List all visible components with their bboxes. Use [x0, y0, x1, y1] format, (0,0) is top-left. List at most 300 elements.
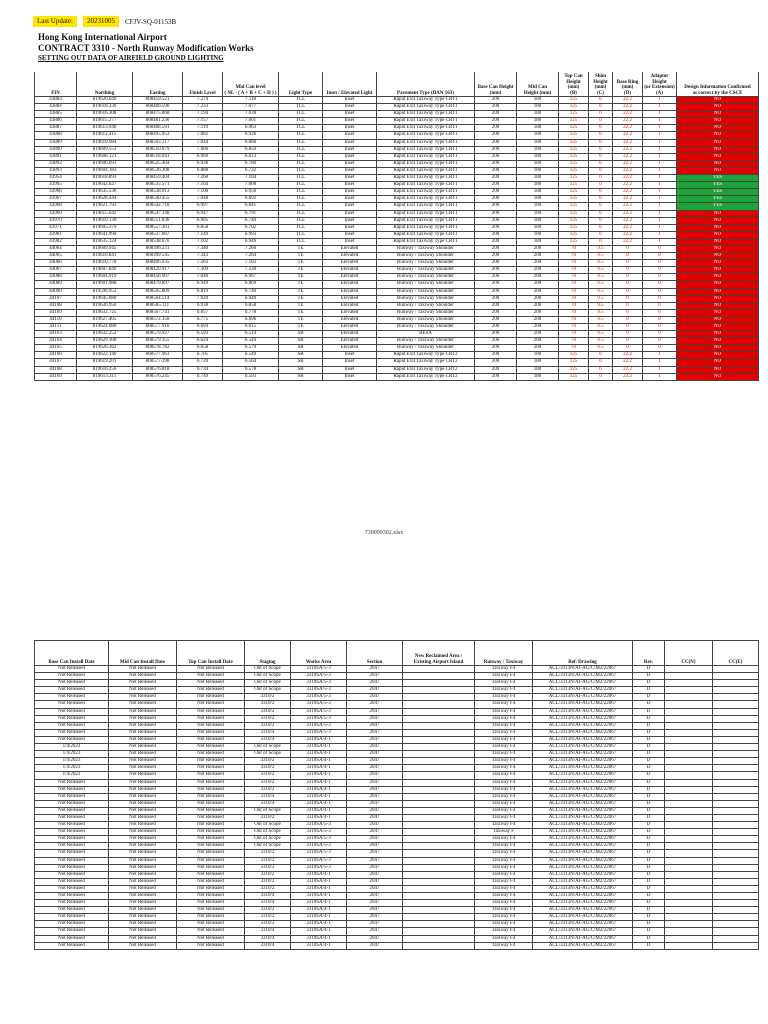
installation-cell	[665, 673, 713, 680]
setting-out-cell: 180	[517, 97, 559, 104]
installation-cell: D	[633, 829, 665, 836]
installation-cell: D	[633, 914, 665, 921]
setting-out-cell: Inset	[323, 104, 377, 111]
setting-out-cell: 6	[589, 373, 613, 380]
setting-out-cell: Rapid Exit Taxiway Type CRT1	[377, 231, 475, 238]
setting-out-cell: Runway / Taxiway Shoulder	[377, 295, 475, 302]
setting-out-cell: 0	[643, 295, 677, 302]
title-setting-out: SETTING OUT DATA OF AIRFIELD GROUND LIGHTING	[38, 54, 224, 62]
installation-col-header: CC(N)	[665, 641, 713, 666]
setting-out-cell: TCL	[279, 139, 323, 146]
setting-out-cell: Inset	[323, 118, 377, 125]
installation-cell: 3310SA/5-3	[291, 836, 347, 843]
setting-out-cell: NO	[677, 359, 759, 366]
setting-out-cell: 44164	[35, 338, 77, 345]
setting-out-cell: 125	[559, 359, 589, 366]
setting-out-row	[35, 167, 759, 174]
setting-out-cell: 6.740	[223, 288, 279, 295]
installation-cell: Not Released	[35, 807, 109, 814]
installation-cell: Taxiway F	[475, 829, 533, 836]
installation-cell	[713, 878, 759, 885]
setting-out-cell: NO	[677, 245, 759, 252]
installation-cell	[665, 736, 713, 743]
setting-out-cell: 6.624	[183, 338, 223, 345]
setting-out-cell: Inset	[323, 366, 377, 373]
setting-out-cell: Rapid Exit Taxiway Type CRT2	[377, 359, 475, 366]
installation-cell: Taxiway F4	[475, 701, 533, 708]
setting-out-cell: 819612.415	[77, 132, 133, 139]
setting-out-row	[35, 238, 759, 245]
installation-cell: 3310/2	[245, 914, 291, 921]
installation-cell: Not Released	[35, 708, 109, 715]
installation-row	[35, 885, 759, 892]
setting-out-cell: 9.5	[589, 260, 613, 267]
setting-out-cell: Runway / Taxiway Shoulder	[377, 267, 475, 274]
installation-cell: Not Released	[35, 857, 109, 864]
installation-cell	[713, 907, 759, 914]
installation-cell: ACL/3313N/AI-AG/C/M2/22067	[533, 687, 633, 694]
installation-cell: Not Released	[177, 729, 245, 736]
setting-out-cell: 808429.917	[133, 267, 183, 274]
setting-out-cell: 200	[475, 189, 517, 196]
installation-cell: Taxiway F4	[475, 715, 533, 722]
setting-out-cell: 200	[475, 324, 517, 331]
setting-out-cell: Runway / Taxiway Shoulder	[377, 338, 475, 345]
installation-cell	[403, 907, 475, 914]
installation-cell: 3310/2	[245, 772, 291, 779]
installation-cell: Taxiway F4	[475, 673, 533, 680]
installation-cell: Not Released	[109, 786, 177, 793]
installation-cell: Taxiway F4	[475, 900, 533, 907]
setting-out-cell: TCL	[279, 125, 323, 132]
installation-cell	[665, 942, 713, 949]
installation-cell: 3310/2	[245, 814, 291, 821]
setting-out-cell: 819616.308	[77, 111, 133, 118]
setting-out-cell: 44088	[35, 274, 77, 281]
installation-cell	[665, 814, 713, 821]
installation-cell	[713, 814, 759, 821]
installation-cell	[403, 928, 475, 935]
installation-cell: 3310/4	[245, 900, 291, 907]
installation-cell: ACL/3313N/AI-AG/C/M2/22067	[533, 751, 633, 758]
installation-cell	[665, 836, 713, 843]
setting-out-cell: 200	[517, 331, 559, 338]
setting-out-cell: Elevated	[323, 288, 377, 295]
setting-out-cell: 200	[475, 352, 517, 359]
installation-cell: Out of Scope	[245, 666, 291, 673]
setting-out-cell: 125	[559, 111, 589, 118]
installation-cell	[403, 871, 475, 878]
setting-out-row	[35, 245, 759, 252]
setting-out-cell: NO	[677, 160, 759, 167]
setting-out-cell: 6.579	[223, 345, 279, 352]
setting-out-cell: 44167	[35, 359, 77, 366]
setting-out-cell: Rapid Exit Taxiway Type CRT1	[377, 224, 475, 231]
setting-out-cell: Inset	[323, 182, 377, 189]
installation-cell: Not Released	[177, 694, 245, 701]
setting-out-cell: 808576.818	[133, 366, 183, 373]
installation-cell: 3310/2	[245, 864, 291, 871]
installation-cell: ACL/3313N/AI-AG/C/M2/22067	[533, 680, 633, 687]
installation-cell: Not Released	[177, 715, 245, 722]
setting-out-cell: 1	[643, 224, 677, 231]
installation-cell: D	[633, 701, 665, 708]
setting-out-cell: 125	[559, 224, 589, 231]
installation-row	[35, 843, 759, 850]
installation-row	[35, 729, 759, 736]
setting-out-cell: 6.938	[183, 302, 223, 309]
setting-out-cell: NO	[677, 281, 759, 288]
installation-cell	[403, 850, 475, 857]
installation-cell	[403, 694, 475, 701]
installation-cell: 3310/2	[245, 779, 291, 786]
installation-cell: 2047	[347, 822, 403, 829]
installation-cell: Not Released	[35, 900, 109, 907]
setting-out-table	[34, 72, 759, 381]
setting-out-cell: Rapid Exit Taxiway Type CRT1	[377, 97, 475, 104]
setting-out-cell: 200	[517, 309, 559, 316]
installation-col-header: Runway / Taxiway	[475, 641, 533, 666]
setting-out-cell: 1	[643, 366, 677, 373]
installation-cell	[403, 786, 475, 793]
setting-out-cell: 70	[559, 302, 589, 309]
setting-out-cell: Rapid Exit Taxiway Type CRT2	[377, 373, 475, 380]
installation-cell: Not Released	[109, 814, 177, 821]
installation-cell: Not Released	[35, 736, 109, 743]
installation-cell: ACL/3313N/AI-AG/C/M2/22067	[533, 772, 633, 779]
installation-row	[35, 722, 759, 729]
installation-cell	[665, 878, 713, 885]
setting-out-col-header: FIN	[35, 72, 77, 97]
installation-cell: 3310SA/5-3	[291, 715, 347, 722]
installation-cell: Out of Scope	[245, 744, 291, 751]
installation-cell	[403, 893, 475, 900]
setting-out-cell: 70	[559, 309, 589, 316]
installation-cell: Not Released	[177, 673, 245, 680]
setting-out-cell: 200	[475, 295, 517, 302]
setting-out-cell: 22.2	[613, 111, 643, 118]
setting-out-cell: Rapid Exit Taxiway Type CRT1	[377, 153, 475, 160]
setting-out-cell: Rapid Exit Taxiway Type CRT1	[377, 217, 475, 224]
setting-out-cell: Elevated	[323, 260, 377, 267]
installation-cell: 3310SA/5-3	[291, 829, 347, 836]
setting-out-cell: 200	[475, 316, 517, 323]
installation-cell: Not Released	[109, 701, 177, 708]
installation-cell: Not Released	[35, 822, 109, 829]
setting-out-row	[35, 111, 759, 118]
setting-out-cell: 9.5	[589, 288, 613, 295]
installation-cell: 2047	[347, 914, 403, 921]
setting-out-cell: 6.905	[183, 217, 223, 224]
setting-out-cell: 44168	[35, 366, 77, 373]
setting-out-cell: 6	[589, 359, 613, 366]
setting-out-row	[35, 139, 759, 146]
installation-cell: D	[633, 850, 665, 857]
installation-cell	[665, 722, 713, 729]
setting-out-cell: 200	[517, 316, 559, 323]
installation-cell: D	[633, 765, 665, 772]
installation-cell: Not Released	[177, 921, 245, 928]
installation-row	[35, 736, 759, 743]
setting-out-cell: 200	[475, 288, 517, 295]
setting-out-row	[35, 366, 759, 373]
installation-cell: Not Released	[177, 843, 245, 850]
setting-out-cell: 180	[517, 167, 559, 174]
setting-out-cell: SB	[279, 338, 323, 345]
setting-out-cell: 200	[475, 153, 517, 160]
installation-cell	[713, 935, 759, 942]
installation-row	[35, 850, 759, 857]
setting-out-cell: 7.164	[183, 182, 223, 189]
setting-out-cell: NO	[677, 153, 759, 160]
setting-out-cell: 43966	[35, 189, 77, 196]
setting-out-cell: TE	[279, 253, 323, 260]
installation-cell: Taxiway F4	[475, 666, 533, 673]
setting-out-cell: 43890	[35, 146, 77, 153]
setting-out-cell: 7.263	[183, 260, 223, 267]
installation-cell: 3310/4	[245, 793, 291, 800]
setting-out-cell: 44067	[35, 267, 77, 274]
installation-cell: 3310SA/4-1	[291, 885, 347, 892]
setting-out-cell: 1	[643, 118, 677, 125]
setting-out-cell: 0	[613, 295, 643, 302]
installation-cell	[665, 822, 713, 829]
setting-out-cell: 6.950	[223, 189, 279, 196]
installation-cell: 1/4/2023	[35, 758, 109, 765]
installation-cell: 3310/4	[245, 893, 291, 900]
installation-cell: Taxiway F4	[475, 751, 533, 758]
setting-out-cell: 22.2	[613, 182, 643, 189]
setting-out-cell: 1	[643, 210, 677, 217]
setting-out-cell: 819618.339	[77, 104, 133, 111]
installation-cell: 3310SA/4-1	[291, 758, 347, 765]
setting-out-cell: 9.5	[589, 253, 613, 260]
installation-cell: Not Released	[35, 878, 109, 885]
setting-out-cell: 6.593	[183, 331, 223, 338]
setting-out-cell: Rapid Exit Taxiway Type CRT1	[377, 238, 475, 245]
setting-out-cell: 200	[475, 196, 517, 203]
installation-cell: 3310SA/5-3	[291, 694, 347, 701]
installation-cell	[713, 871, 759, 878]
installation-cell: Not Released	[177, 864, 245, 871]
installation-cell: Not Released	[35, 829, 109, 836]
installation-cell	[403, 807, 475, 814]
setting-out-cell: 819620.049	[77, 97, 133, 104]
setting-out-col-header: Top Can Height (mm) (B)	[559, 72, 589, 97]
setting-out-cell: 43884	[35, 104, 77, 111]
installation-cell: Not Released	[35, 942, 109, 949]
installation-cell	[713, 928, 759, 935]
setting-out-row	[35, 316, 759, 323]
setting-out-cell: NO	[677, 260, 759, 267]
setting-out-cell: Inset	[323, 146, 377, 153]
installation-cell	[403, 857, 475, 864]
setting-out-cell: NO	[677, 366, 759, 373]
last-update-label: Last Update:	[33, 16, 77, 27]
installation-col-header: CC(E)	[713, 641, 759, 666]
installation-cell: Taxiway F4	[475, 907, 533, 914]
setting-out-cell: 819632.725	[77, 309, 133, 316]
setting-out-cell: 1	[643, 359, 677, 366]
setting-out-cell: Rapid Exit Taxiway Type CRT1	[377, 167, 475, 174]
installation-cell: 3310/2	[245, 907, 291, 914]
installation-cell: D	[633, 715, 665, 722]
setting-out-cell: Rapid Exit Taxiway Type CRT1	[377, 182, 475, 189]
setting-out-cell: 1	[643, 146, 677, 153]
setting-out-cell: 6	[589, 217, 613, 224]
installation-row	[35, 786, 759, 793]
installation-cell	[713, 708, 759, 715]
setting-out-cell: 6.615	[223, 324, 279, 331]
installation-cell: Not Released	[35, 793, 109, 800]
setting-out-cell: 808406.935	[133, 260, 183, 267]
installation-cell: Not Released	[35, 914, 109, 921]
setting-out-cell: 200	[517, 295, 559, 302]
installation-cell	[713, 786, 759, 793]
installation-cell: 3310/4	[245, 729, 291, 736]
setting-out-cell: 180	[517, 210, 559, 217]
setting-out-cell: 6.544	[223, 338, 279, 345]
setting-out-cell: 9.5	[589, 309, 613, 316]
installation-cell	[665, 694, 713, 701]
installation-row	[35, 871, 759, 878]
installation-cell: 3310SA/4-1	[291, 772, 347, 779]
installation-cell: ACL/3313N/AI-AG/C/M2/22067	[533, 843, 633, 850]
setting-out-cell: 200	[475, 302, 517, 309]
installation-cell: Not Released	[177, 935, 245, 942]
installation-cell: Not Released	[109, 850, 177, 857]
setting-out-cell: 819610.130	[77, 217, 133, 224]
installation-cell: 2047	[347, 715, 403, 722]
installation-cell	[665, 864, 713, 871]
setting-out-cell: 0	[613, 281, 643, 288]
installation-cell: D	[633, 864, 665, 871]
setting-out-cell: 0	[643, 288, 677, 295]
setting-out-cell: 200	[475, 217, 517, 224]
installation-cell: Taxiway F4	[475, 772, 533, 779]
setting-out-cell: 180	[517, 146, 559, 153]
setting-out-cell: 808495.953	[133, 132, 183, 139]
installation-cell	[665, 751, 713, 758]
installation-cell	[665, 680, 713, 687]
setting-out-cell: 808557.301	[133, 224, 183, 231]
installation-cell: Not Released	[177, 687, 245, 694]
setting-out-cell: 0	[643, 345, 677, 352]
setting-out-cell: Inset	[323, 153, 377, 160]
setting-out-cell: 180	[517, 175, 559, 182]
installation-cell	[665, 715, 713, 722]
installation-cell: 3310/2	[245, 786, 291, 793]
setting-out-cell: TE	[279, 274, 323, 281]
installation-cell: 3310/2	[245, 758, 291, 765]
installation-cell: Not Released	[109, 864, 177, 871]
installation-row	[35, 800, 759, 807]
setting-out-cell: 808459.404	[133, 175, 183, 182]
setting-out-cell: 819636.950	[77, 302, 133, 309]
setting-out-cell: 819615.642	[77, 210, 133, 217]
setting-out-cell: 180	[517, 182, 559, 189]
installation-cell: ACL/3313N/AI-AG/C/M2/22067	[533, 786, 633, 793]
installation-cell: D	[633, 708, 665, 715]
setting-out-cell: 0	[613, 274, 643, 281]
setting-out-cell: 200	[517, 245, 559, 252]
setting-out-cell: 6.593	[223, 373, 279, 380]
setting-out-cell: YES	[677, 196, 759, 203]
installation-cell: Not Released	[177, 850, 245, 857]
setting-out-cell: 70	[559, 281, 589, 288]
installation-cell	[713, 900, 759, 907]
setting-out-cell: 6.993	[223, 231, 279, 238]
setting-out-cell: NO	[677, 267, 759, 274]
setting-out-cell: 6.705	[183, 352, 223, 359]
setting-out-cell: 6.888	[223, 139, 279, 146]
setting-out-cell: 44169	[35, 373, 77, 380]
installation-cell: 3310SA/4-1	[291, 786, 347, 793]
setting-out-cell: TCL	[279, 167, 323, 174]
setting-out-cell: 200	[475, 97, 517, 104]
setting-out-cell: 808518.041	[133, 153, 183, 160]
setting-out-cell: 6	[589, 189, 613, 196]
setting-out-cell: Rapid Exit Taxiway Type CRT2	[377, 366, 475, 373]
setting-out-cell: NO	[677, 167, 759, 174]
installation-cell: Taxiway F4	[475, 800, 533, 807]
installation-cell	[665, 708, 713, 715]
setting-out-cell: 6	[589, 352, 613, 359]
setting-out-cell: 180	[517, 217, 559, 224]
setting-out-cell: 22.2	[613, 373, 643, 380]
installation-cell	[713, 893, 759, 900]
installation-row	[35, 765, 759, 772]
installation-cell: 3310SA/4-1	[291, 942, 347, 949]
installation-cell: D	[633, 843, 665, 850]
setting-out-cell: TCL	[279, 210, 323, 217]
setting-out-cell: 6.947	[183, 210, 223, 217]
setting-out-row	[35, 153, 759, 160]
setting-out-cell: 6	[589, 175, 613, 182]
setting-out-cell: NO	[677, 238, 759, 245]
setting-out-cell: 6	[589, 224, 613, 231]
installation-cell	[665, 885, 713, 892]
installation-cell: 3310SA/4-1	[291, 893, 347, 900]
installation-cell: Not Released	[109, 921, 177, 928]
setting-out-cell: 7.157	[183, 118, 223, 125]
setting-out-cell: 0	[643, 324, 677, 331]
setting-out-row	[35, 267, 759, 274]
installation-cell: 2047	[347, 729, 403, 736]
setting-out-cell: YES	[677, 175, 759, 182]
installation-cell: Taxiway F4	[475, 914, 533, 921]
setting-out-cell: 7.194	[183, 111, 223, 118]
setting-out-cell: 7.233	[183, 104, 223, 111]
setting-out-cell: 819605.379	[77, 224, 133, 231]
setting-out-cell: 125	[559, 182, 589, 189]
setting-out-cell: 1	[643, 104, 677, 111]
installation-cell: D	[633, 800, 665, 807]
installation-cell: 3310SA/4-1	[291, 914, 347, 921]
installation-cell: 2047	[347, 850, 403, 857]
setting-out-cell: 6.778	[223, 309, 279, 316]
installation-cell: 2047	[347, 758, 403, 765]
installation-cell: Not Released	[177, 701, 245, 708]
setting-out-cell: 1	[643, 231, 677, 238]
installation-cell	[713, 751, 759, 758]
setting-out-col-header: Light Type	[279, 72, 323, 97]
installation-cell	[713, 694, 759, 701]
installation-col-header: Top Can Install Date	[177, 641, 245, 666]
installation-cell: 3310SA/5-3	[291, 729, 347, 736]
setting-out-cell: Rapid Exit Taxiway Type CRT1	[377, 203, 475, 210]
setting-out-cell: TCL	[279, 231, 323, 238]
